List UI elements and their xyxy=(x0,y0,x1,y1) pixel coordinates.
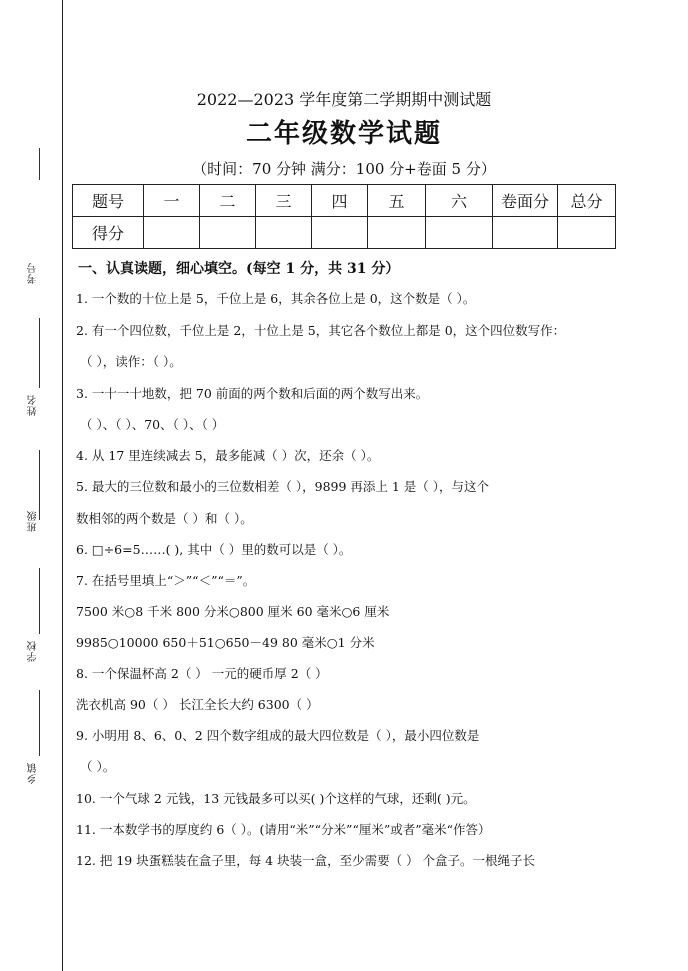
side-field-town: 乡镇 xyxy=(28,762,39,784)
question-line: 洗衣机高 90（ ） 长江全长大约 6300（ ） xyxy=(76,697,319,712)
exam-subtitle: （时间：70 分钟 满分：100 分+卷面 5 分） xyxy=(192,160,496,178)
question-line: （ ），读作：（ ）。 xyxy=(80,354,182,369)
field-underline xyxy=(39,568,40,634)
question-line: 6. □÷6=5……( ), 其中（ ）里的数可以是（ ）。 xyxy=(76,542,352,557)
score-cell[interactable] xyxy=(426,217,493,249)
side-field-school: 学校 xyxy=(28,640,39,662)
question-line: 3. 一十一十地数，把 70 前面的两个数和后面的两个数写出来。 xyxy=(76,386,429,401)
field-underline xyxy=(39,690,40,756)
question-line: 12. 把 19 块蛋糕装在盒子里，每 4 块装一盒，至少需要（ ） 个盒子。一根绳子长 xyxy=(76,853,536,868)
question-line: 7. 在括号里填上“＞”“＜”“＝”。 xyxy=(76,573,256,588)
question-line: （ ）、（ ）、70、（ ）、（ ） xyxy=(80,417,225,432)
score-cell[interactable] xyxy=(200,217,256,249)
table-header-cell: 一 xyxy=(144,185,200,217)
question-line: 4. 从 17 里连续减去 5，最多能减（ ）次，还余（ ）。 xyxy=(76,448,380,463)
score-cell[interactable] xyxy=(312,217,368,249)
score-cell[interactable] xyxy=(558,217,616,249)
side-field-class: 班级 xyxy=(28,510,39,532)
question-line: 5. 最大的三位数和最小的三位数相差（ ），9899 再添上 1 是（ ），与这个 xyxy=(76,479,490,494)
table-header-cell: 二 xyxy=(200,185,256,217)
score-table-score-row xyxy=(73,217,616,249)
side-field-exam-number: 考号 xyxy=(28,262,39,284)
question-line: 8. 一个保温杯高 2（ ） 一元的硬币厚 2（ ） xyxy=(76,666,328,681)
question-line: 9985○10000 650＋51○650－49 80 毫米○1 分米 xyxy=(76,635,375,650)
question-line: 10. 一个气球 2 元钱，13 元钱最多可以买( )个这样的气球，还剩( )元。 xyxy=(76,791,476,806)
score-cell[interactable] xyxy=(493,217,558,249)
table-header-cell: 四 xyxy=(312,185,368,217)
score-cell[interactable] xyxy=(256,217,312,249)
page-title: 二年级数学试题 xyxy=(245,119,442,149)
score-table-header-row xyxy=(73,185,616,217)
field-underline xyxy=(39,318,40,388)
question-line: （ ）。 xyxy=(80,759,116,774)
table-header-cell: 卷面分 xyxy=(493,185,558,217)
question-line: 9. 小明用 8、6、0、2 四个数字组成的最大四位数是（ ），最小四位数是 xyxy=(76,728,480,743)
question-line: 数相邻的两个数是（ ）和（ ）。 xyxy=(76,511,253,526)
exam-year-line: 2022—2023 学年度第二学期期中测试题 xyxy=(196,90,492,109)
table-header-cell: 总分 xyxy=(558,185,616,217)
table-header-cell: 题号 xyxy=(73,185,144,217)
score-cell[interactable] xyxy=(368,217,426,249)
score-cell[interactable] xyxy=(144,217,200,249)
table-row-label: 得分 xyxy=(73,217,144,249)
table-header-cell: 五 xyxy=(368,185,426,217)
question-line: 11. 一本数学书的厚度约 6（ ）。(请用“米”“分米”“厘米”或者”毫米“作答） xyxy=(76,822,491,837)
score-table xyxy=(72,184,616,249)
question-line: 1. 一个数的十位上是 5，千位上是 6，其余各位上是 0，这个数是（ ）。 xyxy=(76,291,476,306)
side-field-name: 姓名 xyxy=(28,394,39,416)
question-line: 7500 米○8 千米 800 分米○800 厘米 60 毫米○6 厘米 xyxy=(76,604,390,619)
section-heading: 一、认真读题，细心填空。(每空 1 分，共 31 分） xyxy=(78,261,400,277)
table-header-cell: 三 xyxy=(256,185,312,217)
table-header-cell: 六 xyxy=(426,185,493,217)
question-line: 2. 有一个四位数，千位上是 2，十位上是 5，其它各个数位上都是 0，这个四位数写作： xyxy=(76,323,566,338)
